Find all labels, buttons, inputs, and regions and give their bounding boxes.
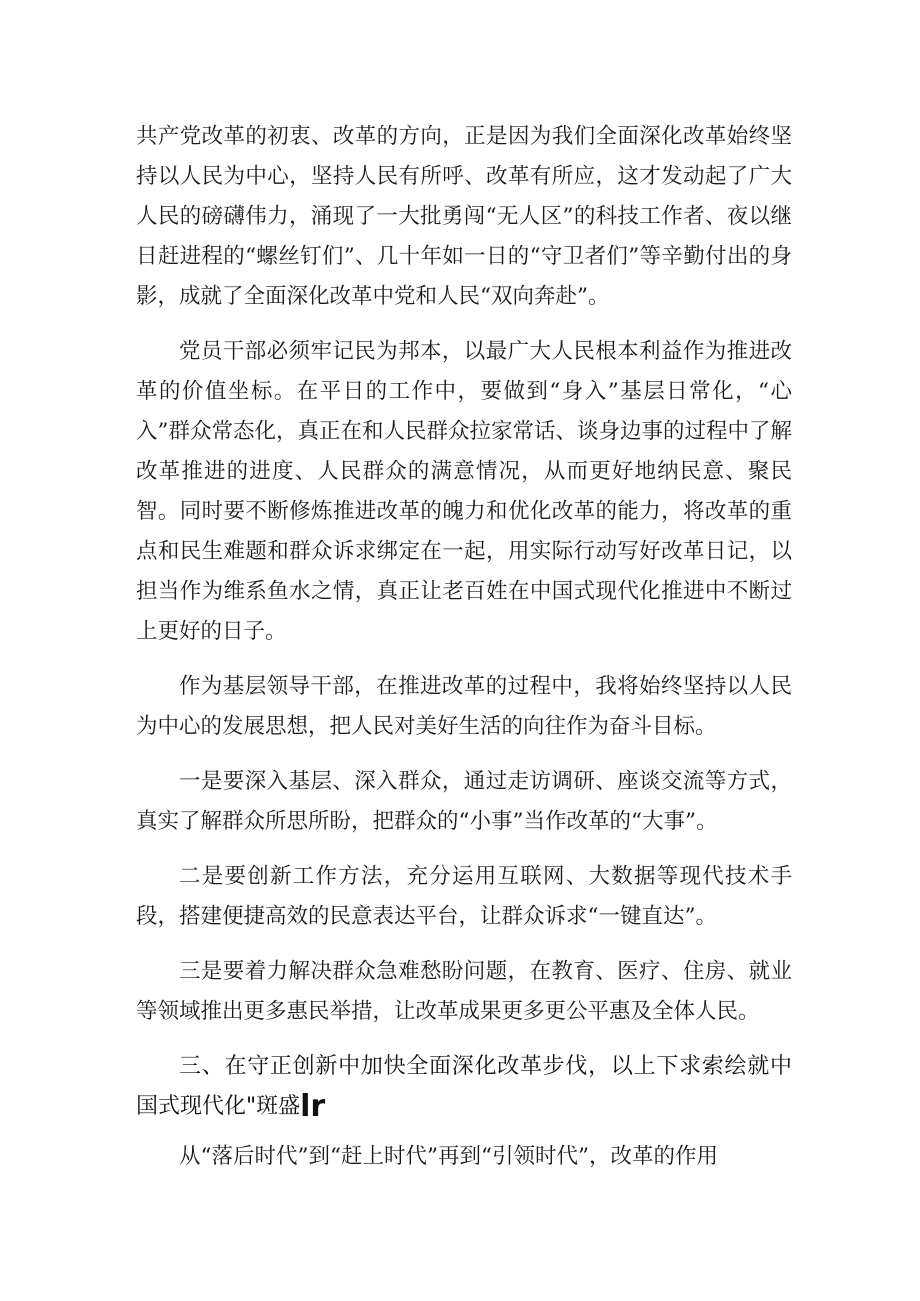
paragraph-6: 三是要着力解决群众急难愁盼问题，在教育、医疗、住房、就业等领域推出更多惠民举措，让改革成果更多更公平惠及全体人民。 xyxy=(136,959,792,1024)
paragraph-5: 二是要创新工作方法，充分运用互联网、大数据等现代技术手段，搭建便捷高效的民意表达平台，让群众诉求“一键直达”。 xyxy=(136,864,792,929)
document-body xyxy=(136,117,792,1192)
section-heading-text: 三、在守正创新中加快全面深化改革步伐，以上下求索绘就中国式现代化"斑盛 xyxy=(136,1054,792,1119)
paragraph-3: 作为基层领导干部，在推进改革的过程中，我将始终坚持以人民为中心的发展思想，把人民对美好生活的向往作为奋斗目标。 xyxy=(136,674,792,739)
paragraph-7: 从“落后时代”到“赶上时代”再到“引领时代”，改革的作用 xyxy=(179,1144,718,1169)
paragraph-1: 共产党改革的初衷、改革的方向，正是因为我们全面深化改革始终坚持以人民为中心，坚持人民有所呼、改革有所应，这才发动起了广大人民的磅礴伟力，涌现了一大批勇闯“无人区”的科技工作者、夜以继日赶进程的“螺丝钉们”、几十年如一日的“守卫者们”等辛勤付出的身影，成就了全面深化改革中党和人民“双向奔赴”。 xyxy=(136,124,792,309)
paragraph-2: 党员干部必须牢记民为邦本，以最广大人民根本利益作为推进改革的价值坐标。在平日的工作中，要做到“身入”基层日常化，“心入”群众常态化，真正在和人民群众拉家常话、谈身边事的过程中了解改革推进的进度、人民群众的满意情况，从而更好地纳民意、聚民智。同时要不断修炼推进改革的魄力和优化改革的能力，将改革的重点和民生难题和群众诉求绑定在一起，用实际行动写好改革日记，以担当作为维系鱼水之情，真正让老百姓在中国式现代化推进中不断过上更好的日子。 xyxy=(136,339,792,644)
section-heading xyxy=(136,1047,792,1127)
section-heading-tail: lr xyxy=(300,1089,326,1124)
paragraph-4: 一是要深入基层、深入群众，通过走访调研、座谈交流等方式，真实了解群众所思所盼，把群众的“小事”当作改革的“大事”。 xyxy=(136,769,792,834)
